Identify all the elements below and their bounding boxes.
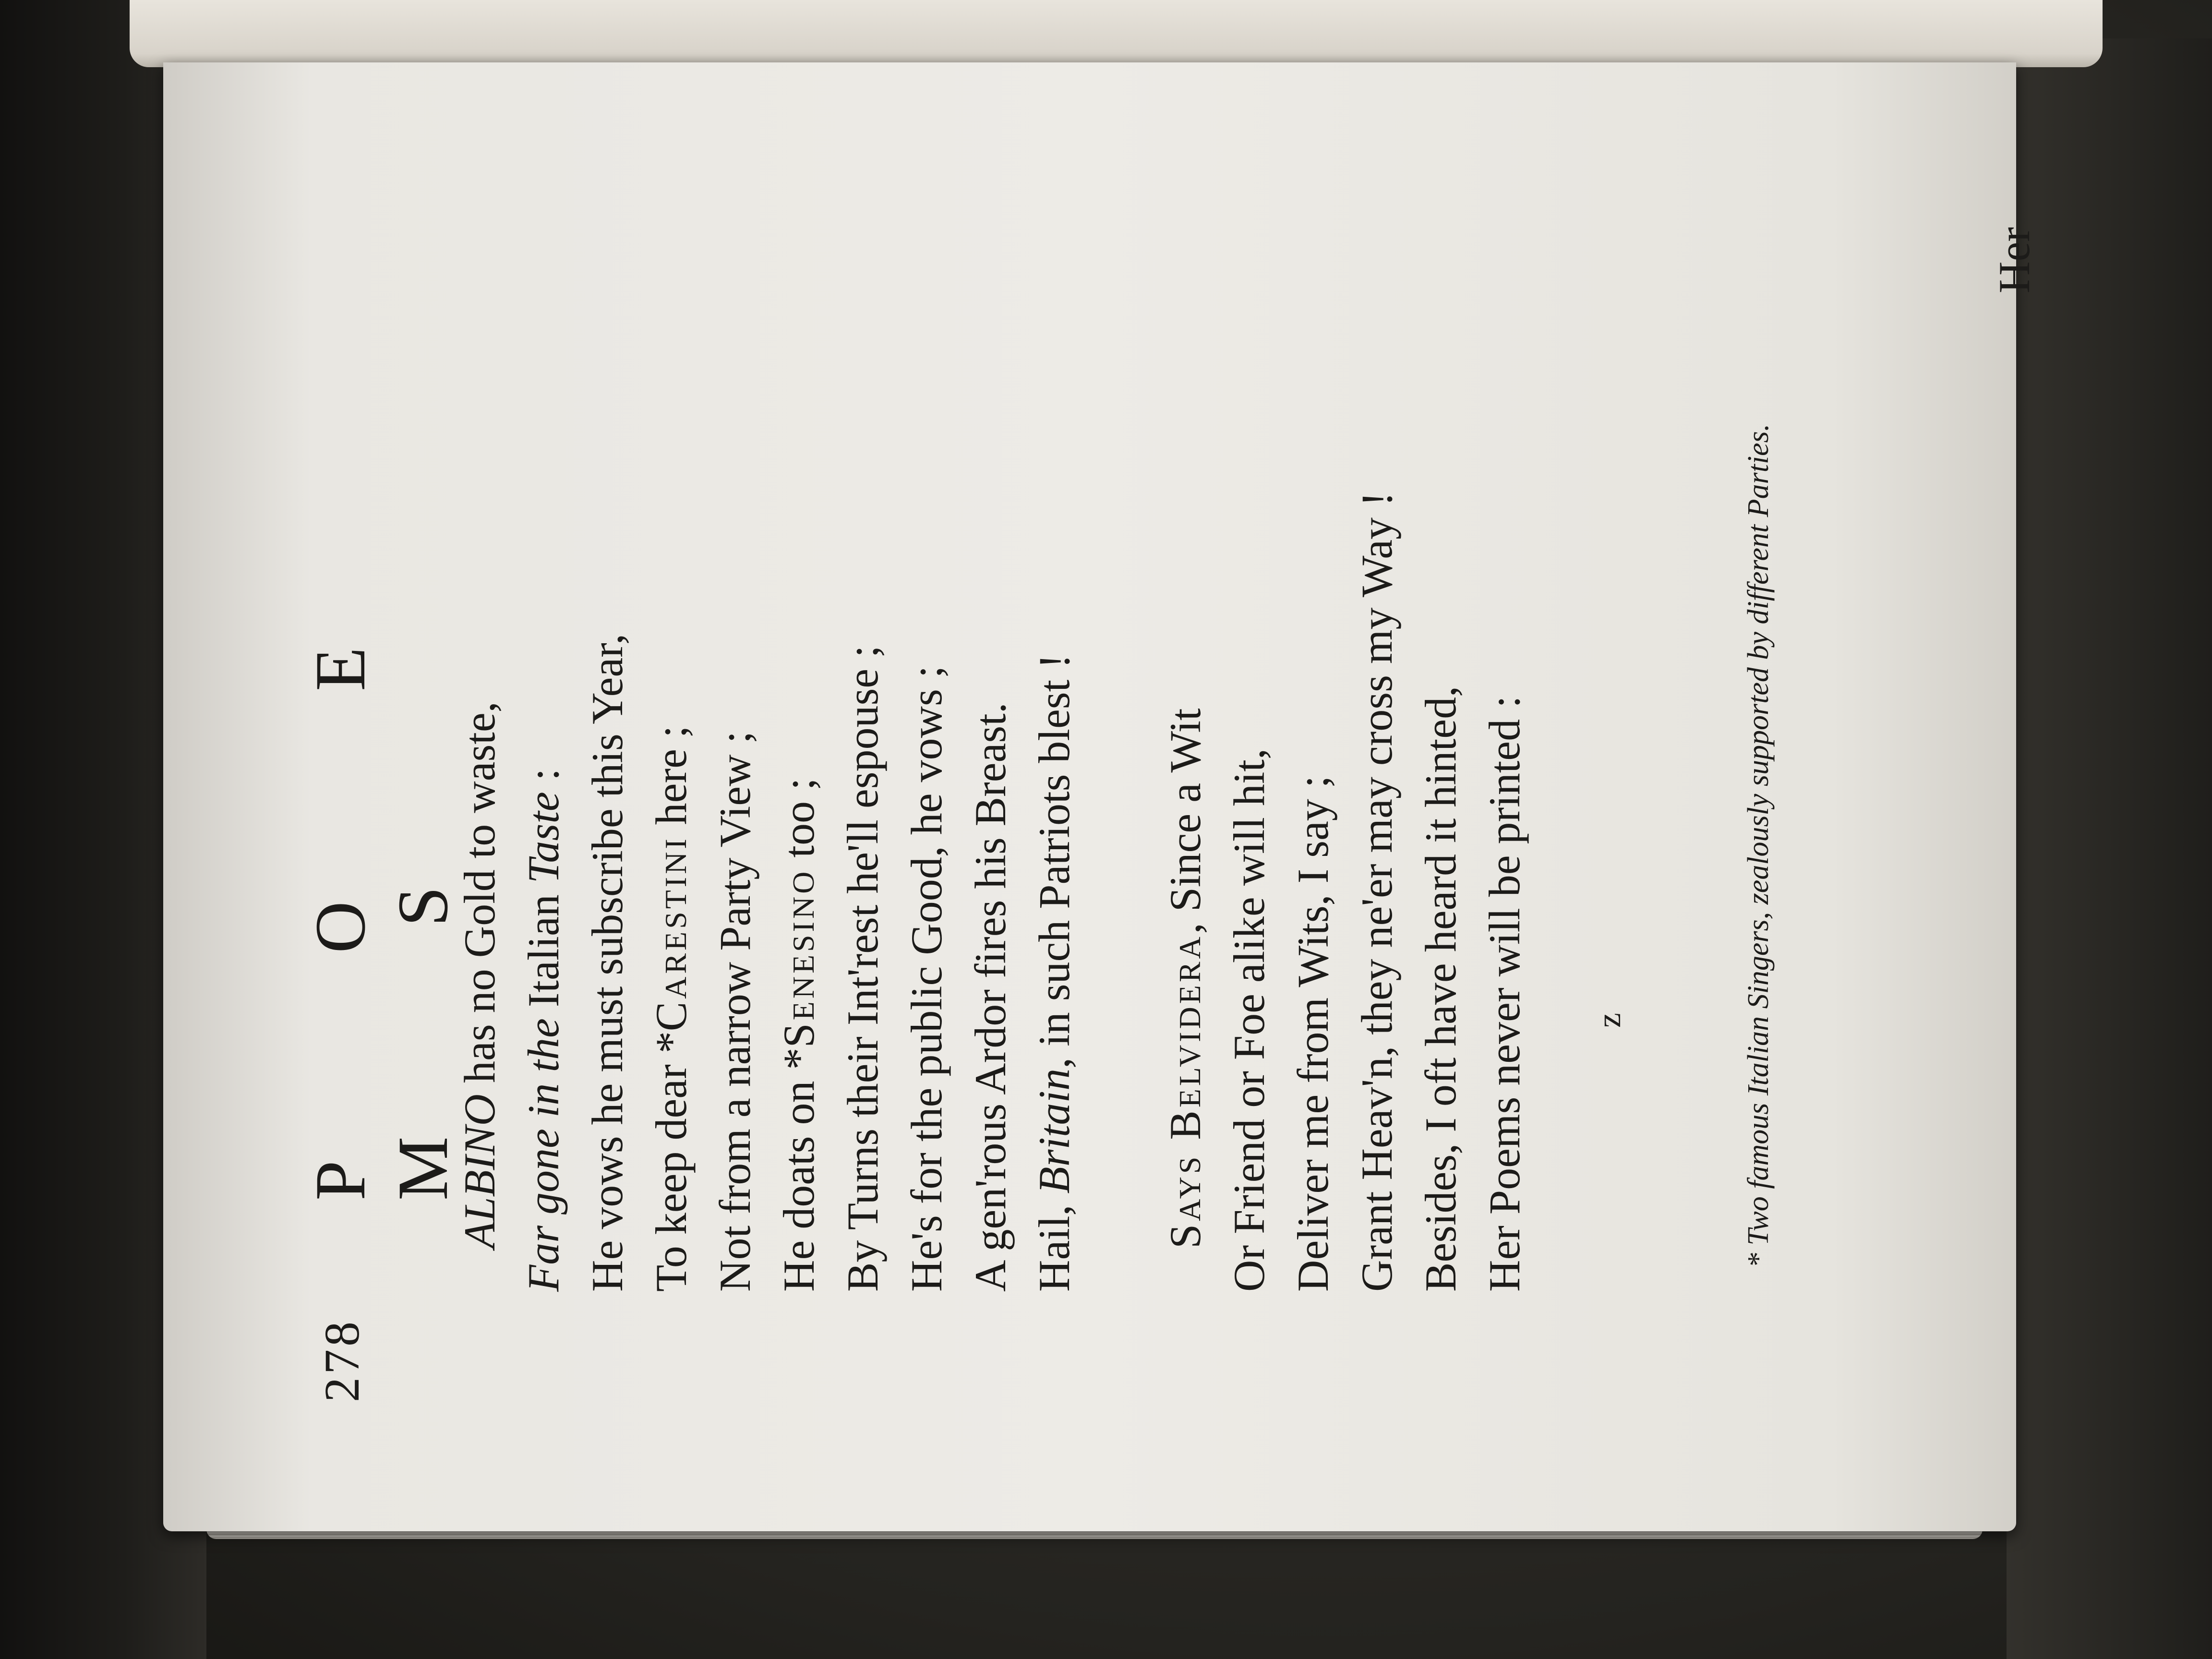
verse-line: Her Poems never will be printed : — [1480, 696, 1529, 1292]
verse-line — [1022, 212, 1086, 1292]
verse-text: Belvidera — [1161, 934, 1210, 1140]
verse-line: Or Friend or Foe alike will hit, — [1225, 748, 1274, 1292]
page-content — [294, 192, 2039, 1402]
verse-line: He vows he must subscribe this Year, — [583, 633, 632, 1292]
running-title: P O E M S — [301, 551, 463, 1201]
verse-text: has no Gold to waste, — [455, 701, 504, 1094]
verse-line: Not from a narrow Party View ; — [710, 731, 759, 1292]
verse-text: : — [519, 768, 568, 792]
verse-text: Says — [1161, 1140, 1210, 1249]
verse-line: A gen'rous Ardor fires his Breast. — [966, 702, 1015, 1292]
verse-line: Besides, I oft have heard it hinted, — [1416, 685, 1465, 1292]
verse-line — [448, 212, 512, 1292]
verse-text: ALBINO — [455, 1094, 504, 1249]
page-number: 278 — [314, 1319, 370, 1402]
verse-text: , Since a Wit — [1161, 708, 1210, 934]
verse-text: He doats on * — [774, 1047, 823, 1292]
verse-line: By Turns their Int'rest he'll espouse ; — [838, 645, 887, 1292]
footnote: * Two famous Italian Singers, zealously supported by different Parties. — [1742, 423, 1775, 1268]
verse-text: Britain — [1030, 1068, 1079, 1194]
verse-line — [767, 212, 831, 1292]
verse-text: Far gone in the — [519, 1018, 568, 1292]
verse-line: Grant Heav'n, they ne'er may cross my Way ! — [1352, 492, 1401, 1292]
verse-text: To keep dear * — [647, 1031, 696, 1292]
verse-line: He's for the public Good, he vows ; — [902, 665, 951, 1292]
page-header — [294, 192, 463, 1402]
verse-text: , in such Patriots blest ! — [1030, 654, 1079, 1069]
verse-text: Carestini — [647, 836, 696, 1032]
verse-text: Hail, — [1030, 1193, 1079, 1292]
catchword: Her — [1990, 227, 2039, 293]
verse-line: Deliver me from Wits, I say ; — [1288, 775, 1337, 1292]
signature-mark: z — [1591, 1012, 1628, 1028]
verse-line — [512, 212, 576, 1292]
verse-text: Taste — [519, 792, 568, 884]
verse-text: Italian — [519, 883, 568, 1019]
poem-verse — [448, 212, 1537, 1292]
verse-text: too ; — [774, 778, 823, 869]
verse-line — [1154, 212, 1217, 1292]
verse-line — [639, 212, 703, 1292]
verse-text: Senesino — [774, 868, 823, 1048]
facing-page-edge — [130, 0, 2103, 67]
verse-text: here ; — [647, 725, 696, 836]
